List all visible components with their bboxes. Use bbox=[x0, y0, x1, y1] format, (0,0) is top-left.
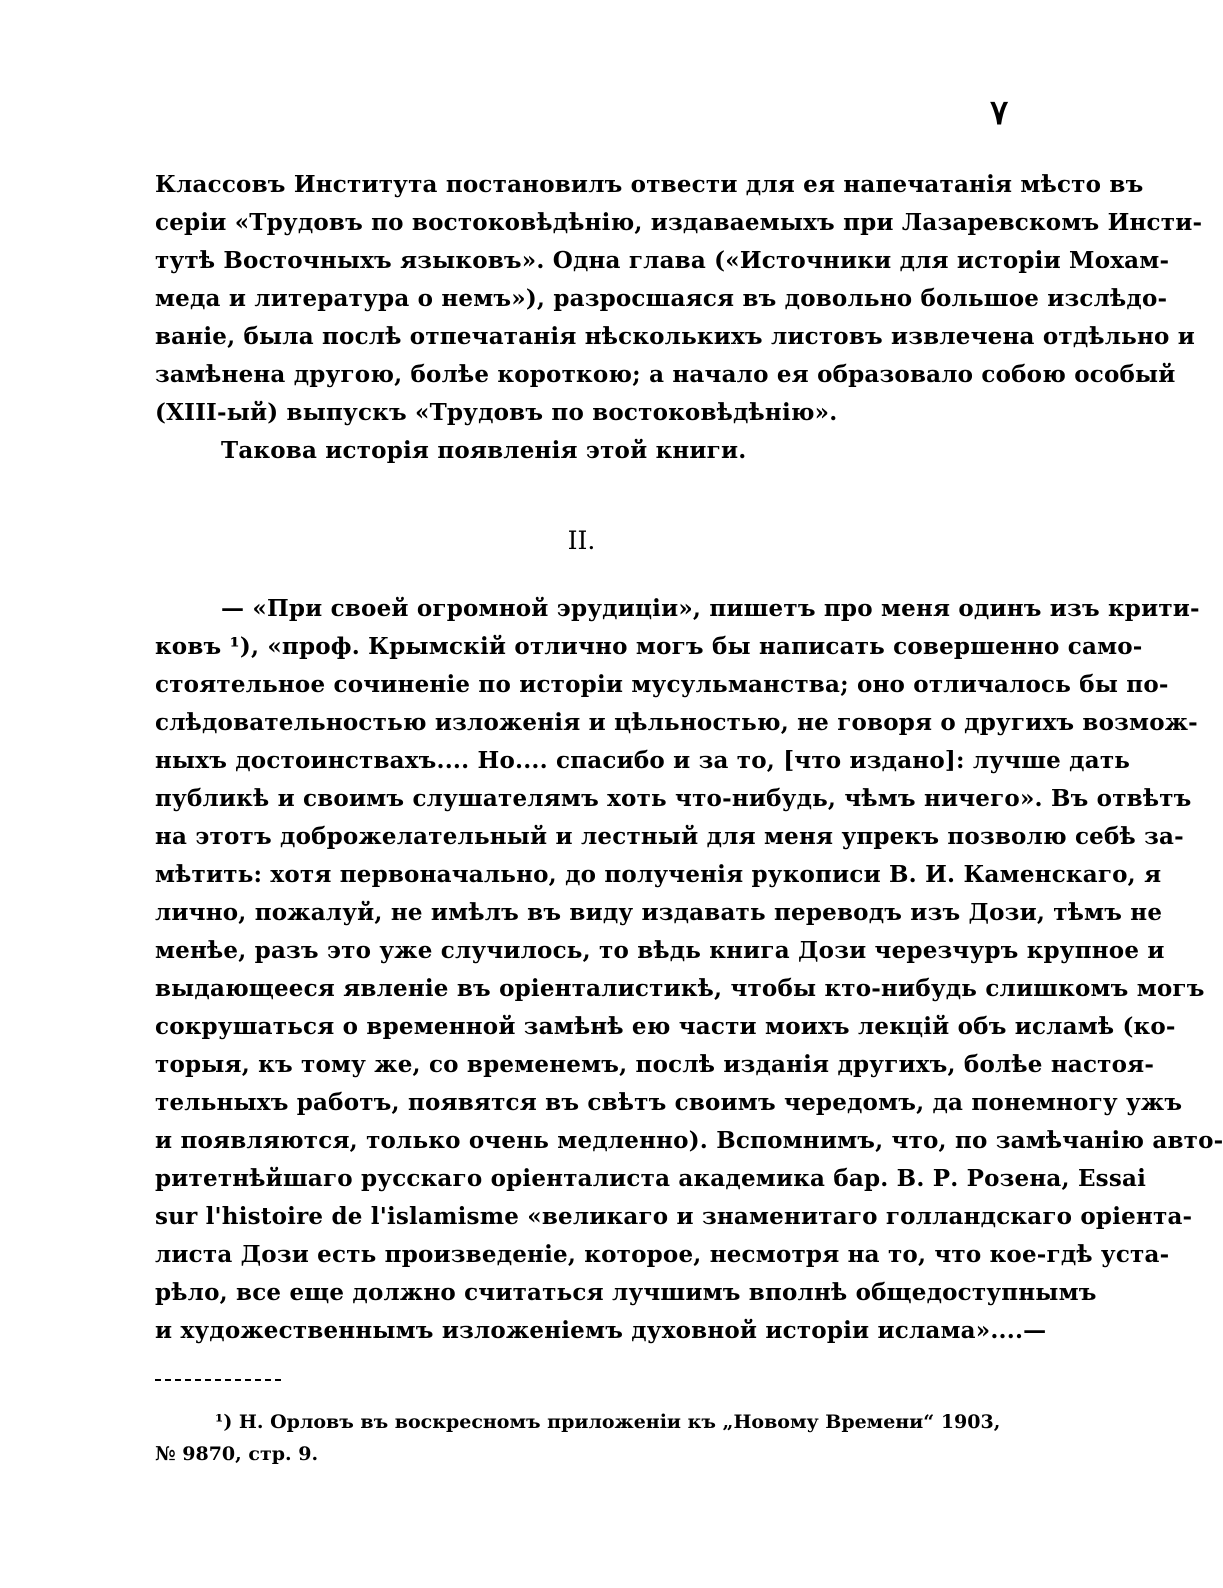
text-line: тельныхъ работъ, появятся въ свѣтъ своимъ чередомъ, да понемногу ужъ bbox=[155, 1089, 1183, 1116]
footnote-line: ¹) Н. Орловъ въ воскресномъ приложеніи къ „Новому Времени“ 1903, bbox=[215, 1411, 1001, 1433]
text-line: мѣтить: хотя первоначально, до полученія рукописи В. И. Каменскаго, я bbox=[155, 861, 1162, 888]
page-number: ٧ bbox=[990, 93, 1009, 133]
text-line: торыя, къ тому же, со временемъ, послѣ изданія другихъ, болѣе настоя- bbox=[155, 1051, 1155, 1078]
text-line: рѣло, все еще должно считаться лучшимъ вполнѣ общедоступнымъ bbox=[155, 1279, 1097, 1306]
text-line: меда и литература о немъ»), разросшаяся въ довольно большое изслѣдо- bbox=[155, 285, 1168, 312]
text-line: тутѣ Восточныхъ языковъ». Одна глава («Источники для исторіи Мохам- bbox=[155, 247, 1170, 274]
text-line: и художественнымъ изложеніемъ духовной исторіи ислама»....— bbox=[155, 1317, 1047, 1344]
text-line: (XIII-ый) выпускъ «Трудовъ по востоковѣдѣнію». bbox=[155, 399, 838, 426]
text-line: на этотъ доброжелательный и лестный для меня упрекъ позволю себѣ за- bbox=[155, 823, 1184, 850]
text-line: выдающееся явленіе въ оріенталистикѣ, чтобы кто-нибудь слишкомъ могъ bbox=[155, 975, 1205, 1002]
paragraph-critic-response bbox=[155, 590, 1223, 1350]
text-line: ныхъ достоинствахъ.... Но.... спасибо и за то, [что издано]: лучше дать bbox=[155, 747, 1131, 774]
text-line: листа Дози есть произведеніе, которое, несмотря на то, что кое-гдѣ уста- bbox=[155, 1241, 1170, 1268]
text-line: лично, пожалуй, не имѣлъ въ виду издавать переводъ изъ Дози, тѣмъ не bbox=[155, 899, 1163, 926]
footnote-line: № 9870, стр. 9. bbox=[155, 1443, 319, 1465]
text-line: ритетнѣйшаго русскаго оріенталиста академика бар. В. Р. Розена, Essai bbox=[155, 1165, 1147, 1192]
section-heading: II. bbox=[567, 526, 596, 555]
text-line: замѣнена другою, болѣе короткою; а начало ея образовало собою особый bbox=[155, 361, 1176, 388]
closing-sentence: Такова исторія появленія этой книги. bbox=[221, 437, 747, 464]
text-line: публикѣ и своимъ слушателямъ хоть что-нибудь, чѣмъ ничего». Въ отвѣтъ bbox=[155, 785, 1192, 812]
text-line: Классовъ Института постановилъ отвести для ея напечатанія мѣсто въ bbox=[155, 171, 1144, 198]
text-line: и появляются, только очень медленно). Вспомнимъ, что, по замѣчанію авто- bbox=[155, 1127, 1223, 1154]
footnote-divider bbox=[155, 1379, 281, 1381]
text-line: ковъ ¹), «проф. Крымскій отлично могъ бы написать совершенно само- bbox=[155, 633, 1143, 660]
text-line: сокрушаться о временной замѣнѣ ею части моихъ лекцій объ исламѣ (ко- bbox=[155, 1013, 1176, 1040]
text-line: слѣдовательностью изложенія и цѣльностью, не говоря о другихъ возмож- bbox=[155, 709, 1198, 736]
paragraph-history-of-publication bbox=[155, 166, 1203, 470]
footnote bbox=[155, 1406, 1000, 1470]
text-line: менѣе, разъ это уже случилось, то вѣдь книга Дози черезчуръ крупное и bbox=[155, 937, 1165, 964]
text-line: серіи «Трудовъ по востоковѣдѣнію, издаваемыхъ при Лазаревскомъ Инсти- bbox=[155, 209, 1203, 236]
text-line: — «При своей огромной эрудиціи», пишетъ про меня одинъ изъ крити- bbox=[221, 595, 1200, 622]
text-line: стоятельное сочиненіе по исторіи мусульманства; оно отличалось бы по- bbox=[155, 671, 1169, 698]
text-line: ваніе, была послѣ отпечатанія нѣсколькихъ листовъ извлечена отдѣльно и bbox=[155, 323, 1195, 350]
text-line: sur l'histoire de l'islamisme «великаго и знаменитаго голландскаго оріента- bbox=[155, 1203, 1193, 1230]
